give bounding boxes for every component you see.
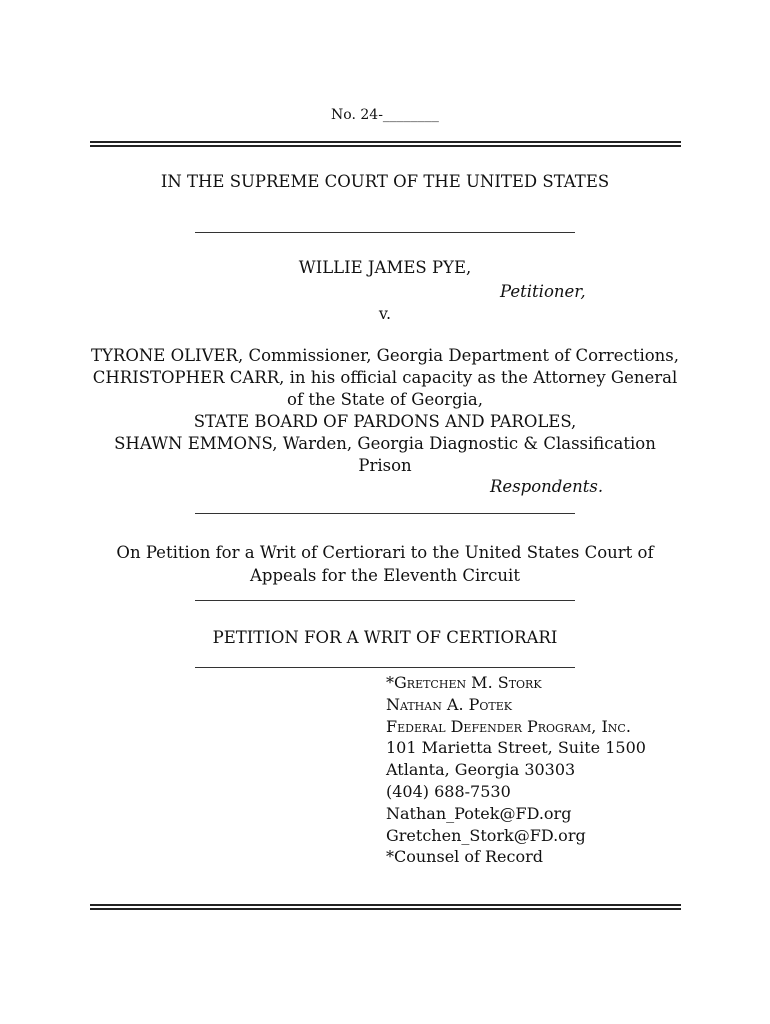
counsel-organization: Federal Defender Program, Inc. (386, 716, 631, 736)
bottom-double-rule (90, 904, 681, 910)
counsel-city: Atlanta, Georgia 30303 (386, 760, 576, 780)
top-double-rule (90, 141, 681, 147)
separator-line (195, 513, 575, 514)
on-petition-text (0, 541, 770, 587)
petitioner-name: WILLIE JAMES PYE, (298, 258, 472, 277)
counsel-attorney: *Gretchen M. Stork (386, 673, 542, 692)
separator-line (195, 232, 575, 233)
respondent-line: STATE BOARD OF PARDONS AND PAROLES, (193, 412, 577, 431)
respondent-line: of the State of Georgia, (287, 390, 483, 409)
court-name: IN THE SUPREME COURT OF THE UNITED STATES (160, 172, 610, 191)
docket-number: No. 24-________ (331, 107, 439, 123)
respondent-line: Prison (358, 456, 412, 475)
respondent-line: SHAWN EMMONS, Warden, Georgia Diagnostic & Classification (114, 434, 656, 453)
respondent-line: TYRONE OLIVER, Commissioner, Georgia Department of Corrections, (91, 346, 679, 365)
counsel-email: Nathan_Potek@FD.org (386, 803, 572, 823)
counsel-attorney: Nathan A. Potek (386, 694, 513, 714)
on-petition-line: Appeals for the Eleventh Circuit (250, 566, 520, 585)
separator-line (195, 667, 575, 668)
counsel-phone: (404) 688-7530 (386, 781, 511, 801)
petition-title: PETITION FOR A WRIT OF CERTIORARI (212, 628, 558, 647)
respondent-line: CHRISTOPHER CARR, in his official capacity as the Attorney General (92, 368, 678, 387)
counsel-street: 101 Marietta Street, Suite 1500 (386, 738, 646, 758)
counsel-email: Gretchen_Stork@FD.org (386, 825, 586, 845)
petitioner-role: Petitioner, (500, 282, 586, 301)
separator-line (195, 600, 575, 601)
counsel-note: *Counsel of Record (386, 847, 544, 867)
on-petition-line: On Petition for a Writ of Certiorari to the United States Court of (116, 543, 654, 562)
respondents-block (0, 345, 770, 477)
counsel-block (386, 672, 646, 868)
respondents-role: Respondents. (490, 477, 604, 496)
versus: v. (378, 304, 392, 323)
